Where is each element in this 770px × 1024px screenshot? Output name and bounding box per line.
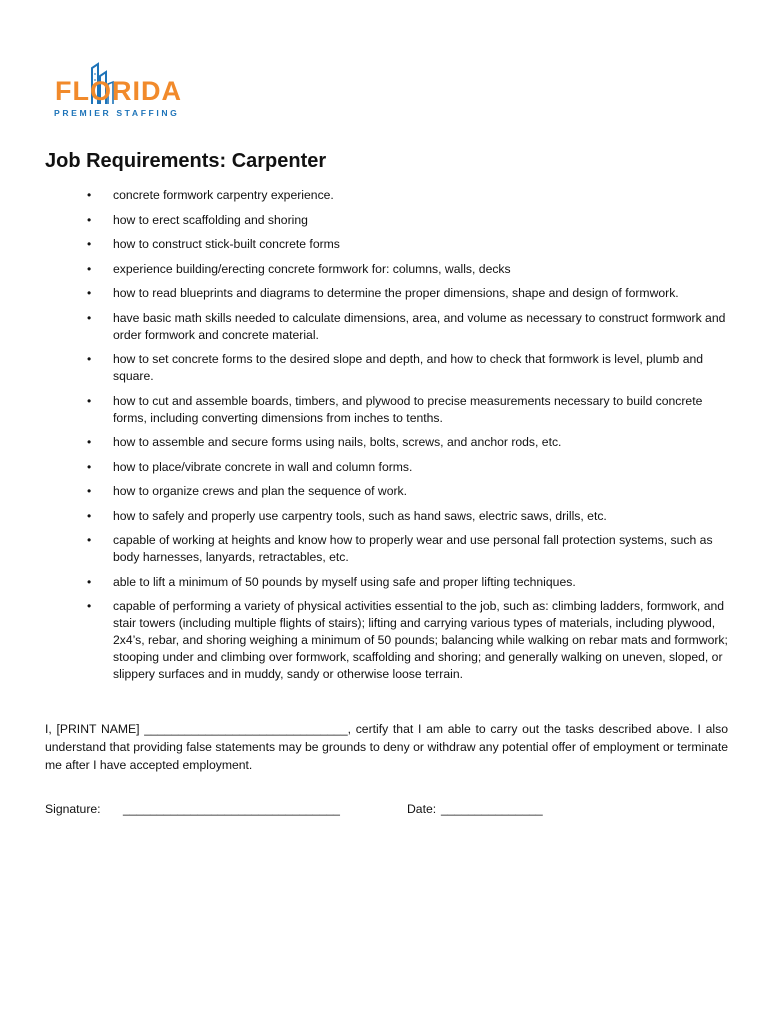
certification-statement[interactable]: I, [PRINT NAME] ______________________________, certify that I am able to carry out the tasks described above. I also understand that providing false statements may be grounds to deny or withdraw any potential offer of employment or terminate me after I have accepted employment.	[45, 722, 728, 772]
page-title: Job Requirements: Carpenter	[45, 150, 327, 172]
list-item: • able to lift a minimum of 50 pounds by myself using safe and proper lifting techniques.	[45, 574, 728, 591]
date-field[interactable]: _______________	[441, 802, 543, 816]
list-item: • how to organize crews and plan the sequence of work.	[45, 483, 728, 500]
list-item: • concrete formwork carpentry experience.	[45, 187, 728, 204]
list-item: • how to assemble and secure forms using nails, bolts, screws, and anchor rods, etc.	[45, 434, 728, 451]
signature-label: Signature:	[45, 802, 101, 816]
list-item: • how to erect scaffolding and shoring	[45, 212, 728, 229]
list-item: • how to cut and assemble boards, timbers, and plywood to precise measurements necessary to build concrete forms, including converting dimensions from inches to tenths.	[45, 393, 728, 427]
date-label: Date:	[407, 802, 437, 816]
list-item: • how to place/vibrate concrete in wall and column forms.	[45, 459, 728, 476]
list-item: • experience building/erecting concrete formwork for: columns, walls, decks	[45, 261, 728, 278]
signature-field[interactable]: ________________________________	[123, 802, 340, 816]
list-item: • how to construct stick-built concrete forms	[45, 236, 728, 253]
list-item: • how to read blueprints and diagrams to determine the proper dimensions, shape and design of formwork.	[45, 285, 728, 302]
logo-tagline: PREMIER STAFFING	[54, 108, 180, 118]
requirements-list	[45, 187, 728, 691]
list-item: • capable of performing a variety of physical activities essential to the job, such as: climbing ladders, formwork, and stair towers (including multiple flights of stairs); lifting and carrying various types of materials, including plywood, 2x4’s, rebar, and shoring weighing a minimum of 50 pounds; balancing while walking on rebar mats and formwork; stooping under and climbing over formwork, scaffolding and shoring; and generally walking on uneven, sloped, or slippery surfaces and in muddy, sandy or otherwise loose terrain.	[45, 598, 728, 683]
list-item: • capable of working at heights and know how to properly wear and use personal fall protection systems, such as body harnesses, lanyards, retractables, etc.	[45, 532, 728, 566]
list-item: • how to set concrete forms to the desired slope and depth, and how to check that formwork is level, plumb and square.	[45, 351, 728, 385]
company-logo	[52, 58, 202, 122]
list-item: • how to safely and properly use carpentry tools, such as hand saws, electric saws, drills, etc.	[45, 508, 728, 525]
logo-brand: FLORIDA	[55, 76, 182, 106]
list-item: • have basic math skills needed to calculate dimensions, area, and volume as necessary to construct formwork and order formwork and concrete material.	[45, 310, 728, 344]
